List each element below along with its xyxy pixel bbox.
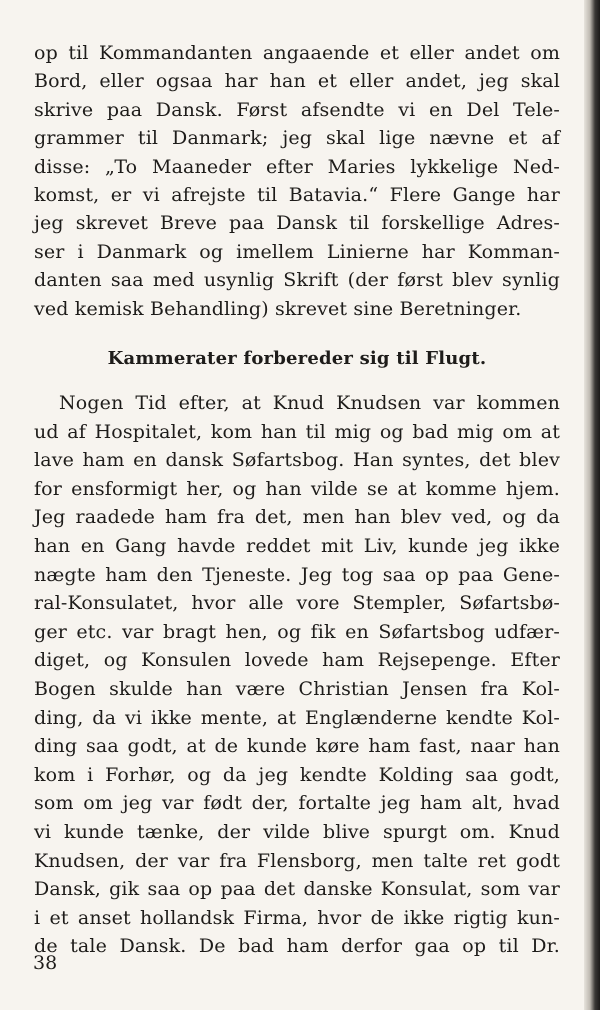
text-line: danten saa med usynlig Skrift (der først blev synlig — [34, 269, 560, 292]
text-line: ding, da vi ikke mente, at Englænderne kendte Kol- — [34, 706, 560, 729]
text-line: vi kunde tænke, der vilde blive spurgt om. Knud — [34, 821, 560, 843]
text-line: komst, er vi afrejste til Batavia.“ Flere Gange har — [34, 184, 560, 206]
text-line: nægte ham den Tjeneste. Jeg tog saa op paa Gene- — [34, 563, 560, 586]
text-line: Knudsen, der var fra Flensborg, men talte ret godt — [34, 849, 560, 872]
text-line: ding saa godt, at de kunde køre ham fast, naar han — [34, 735, 560, 758]
text-line: kom i Forhør, og da jeg kendte Kolding saa godt, — [34, 763, 560, 786]
book-spine-shadow — [584, 0, 600, 1010]
text-line: diget, og Konsulen lovede ham Rejsepenge. Efter — [34, 649, 560, 672]
text-line: disse: „To Maaneder efter Maries lykkelige Ned- — [34, 155, 560, 178]
text-line: Dansk, gik saa op paa det danske Konsulat, som var — [34, 878, 560, 901]
text-line: op til Kommandanten angaaende et eller andet om — [34, 42, 560, 64]
text-line: som om jeg var født der, fortalte jeg ham alt, hvad — [34, 792, 560, 815]
text-line: de tale Dansk. De bad ham derfor gaa op til Dr. — [34, 935, 560, 958]
page-number: 38 — [33, 952, 58, 974]
text-line: grammer til Danmark; jeg skal lige nævne et af — [34, 127, 560, 150]
text-line: ser i Danmark og imellem Linierne har Komman- — [34, 240, 560, 263]
text-line: ud af Hospitalet, kom han til mig og bad mig om at — [34, 420, 560, 443]
text-line: Jeg raadede ham fra det, men han blev ved, og da — [34, 506, 560, 529]
text-line: lave ham en dansk Søfartsbog. Han syntes, det blev — [34, 449, 560, 472]
text-line: Bord, eller ogsaa har han et eller andet, jeg skal — [34, 70, 560, 93]
text-line: ved kemisk Behandling) skrevet sine Beretninger. — [34, 297, 522, 320]
section-heading: Kammerater forbereder sig til Flugt. — [107, 348, 487, 369]
text-line: skrive paa Dansk. Først afsendte vi en Del Tele- — [34, 98, 560, 121]
text-line: Bogen skulde han være Christian Jensen fra Kol- — [34, 678, 560, 700]
text-line: for ensformigt her, og han vilde se at komme hjem. — [34, 477, 560, 500]
text-line: jeg skrevet Breve paa Dansk til forskellige Adres- — [34, 212, 560, 235]
text-line: Nogen Tid efter, at Knud Knudsen var kommen — [59, 392, 560, 414]
text-line: ger etc. var bragt hen, og fik en Søfartsbog udfær- — [34, 620, 560, 643]
text-line: ral-Konsulatet, hvor alle vore Stempler, Søfartsbø- — [34, 592, 560, 615]
text-line: han en Gang havde reddet mit Liv, kunde jeg ikke — [34, 535, 560, 557]
text-line: i et anset hollandsk Firma, hvor de ikke rigtig kun- — [34, 906, 560, 929]
